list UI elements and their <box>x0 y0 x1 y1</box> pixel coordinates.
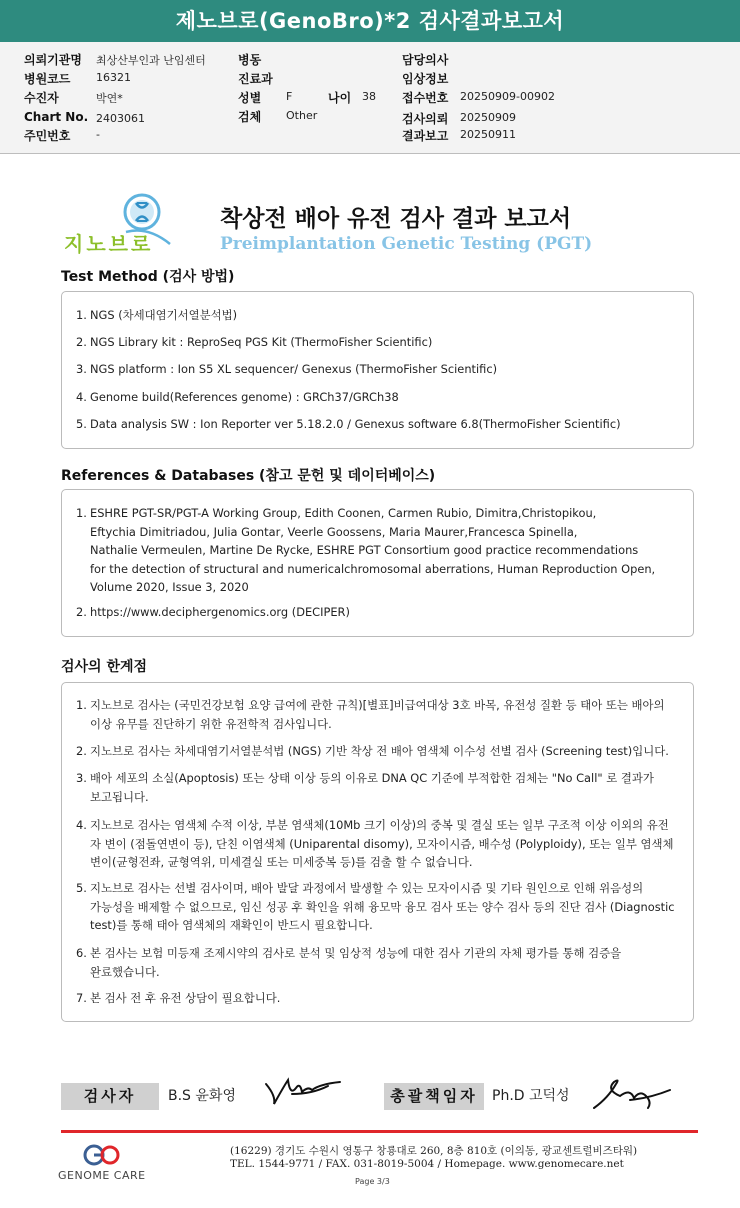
clinical-info-label: 임상정보 <box>402 72 449 86</box>
resident-number-label: 주민번호 <box>24 129 71 143</box>
sex-label: 성별 <box>238 91 262 105</box>
limitations-box <box>61 682 694 1022</box>
examiner-signature-icon <box>262 1074 344 1110</box>
department-label: 진료과 <box>238 72 273 86</box>
requesting-institution-value: 최상산부인과 난임센터 <box>96 54 206 67</box>
test-request-value: 20250909 <box>460 111 516 124</box>
list-item: 4. 지노브로 검사는 염색체 수적 이상, 부분 염색체(10Mb 크기 이상)의 중복 및 결실 또는 일부 구조적 이상 이외의 유전 자 변이 (점돌연변이 등), 단친 이염색체 (Uniparental disomy), 모자이시즘, 배수성 (Polyploidy), 또는 일부 염색체 변이(균형전좌, 균형역위, 미세결실 또는 미세중복 등)를 검출 할 수 없습니다. <box>76 818 674 869</box>
director-label: 총괄책임자 <box>384 1083 484 1110</box>
patient-name-value: 박연* <box>96 92 123 105</box>
age-value: 38 <box>362 90 376 103</box>
specimen-value: Other <box>286 109 318 122</box>
list-item: 1. 지노브로 검사는 (국민건강보험 요양 급여에 관한 규칙)[별표]비급여대상 3호 바목, 유전성 질환 등 태아 또는 배아의 이상 유무를 진단하기 위한 유전학적 검사입니다. <box>76 698 665 731</box>
examiner-name: B.S 윤화영 <box>168 1088 236 1104</box>
hospital-code-label: 병원코드 <box>24 72 71 86</box>
genome-care-icon <box>80 1143 124 1167</box>
resident-number-value: - <box>96 128 100 141</box>
director-name: Ph.D 고덕성 <box>492 1088 570 1104</box>
page-number: Page 3/3 <box>355 1177 390 1186</box>
sex-value: F <box>286 90 293 103</box>
report-title: 착상전 배아 유전 검사 결과 보고서 <box>220 206 572 232</box>
logo-text: 지노브로 <box>64 232 154 256</box>
list-item: 5. 지노브로 검사는 선별 검사이며, 배아 발달 과정에서 발생할 수 있는 모자이시즘 및 기타 원인으로 인해 위음성의 가능성을 배제할 수 없으므로, 임신 성공 후 확인을 위해 융모막 융모 검사 또는 양수 검사 등의 진단 검사 (Diagnostic test)를 통해 태아 염색체의 재확인이 반드시 필요합니다. <box>76 881 675 932</box>
list-item: 5. Data analysis SW : Ion Reporter ver 5.18.2.0 / Genexus software 6.8(ThermoFisher Scientific) <box>76 417 621 431</box>
list-item: 2. NGS Library kit : ReproSeq PGS Kit (ThermoFisher Scientific) <box>76 335 433 349</box>
references-title: References & Databases (참고 문헌 및 데이터베이스) <box>61 468 436 484</box>
list-item: 2. 지노브로 검사는 차세대염기서열분석법 (NGS) 기반 착상 전 배아 염색체 이수성 선별 검사 (Screening test)입니다. <box>76 744 669 758</box>
genobro-logo <box>62 192 182 262</box>
result-report-label: 결과보고 <box>402 129 449 143</box>
requesting-institution-label: 의뢰기관명 <box>24 53 82 67</box>
footer-address-block <box>230 1145 637 1171</box>
report-subtitle: Preimplantation Genetic Testing (PGT) <box>220 234 593 254</box>
list-item: 1. NGS (차세대염기서열분석법) <box>76 308 238 322</box>
list-item: 4. Genome build(References genome) : GRCh37/GRCh38 <box>76 390 399 404</box>
ward-label: 병동 <box>238 53 262 67</box>
patient-info-panel <box>0 42 740 154</box>
patient-name-label: 수진자 <box>24 91 59 105</box>
list-item: 6. 본 검사는 보험 미등재 조제시약의 검사로 분석 및 임상적 성능에 대한 검사 기관의 자체 평가를 통해 검증을 완료했습니다. <box>76 946 622 979</box>
receipt-number-value: 20250909-00902 <box>460 90 555 103</box>
footer-address: (16229) 경기도 수원시 영통구 창룡대로 260, 8층 810호 (이의동, 광교센트럴비즈타워) <box>230 1145 638 1157</box>
limitations-title: 검사의 한계점 <box>61 659 148 675</box>
test-request-label: 검사의뢰 <box>402 112 449 126</box>
references-box <box>61 489 694 637</box>
footer-contact: TEL. 1544-9771 / FAX. 031-8019-5004 / Homepage. www.genomecare.net <box>230 1158 624 1170</box>
list-item: 1. ESHRE PGT-SR/PGT-A Working Group, Edith Coonen, Carmen Rubio, Dimitra,Christopikou, Eftychia Dimitriadou, Julia Gontar, Veerle Goossens, Maria Maurer,Francesca Spinella, Nathalie Vermeulen, Martine De Rycke, ESHRE PGT Consortium good practice recommendations for the detection of structural and numericalchromosomal aberrations, Human Reproduction Open, Volume 2020, Issue 3, 2020 <box>76 506 656 594</box>
list-item: 3. NGS platform : Ion S5 XL sequencer/ Genexus (ThermoFisher Scientific) <box>76 362 498 376</box>
footer-divider <box>61 1130 698 1133</box>
chart-no-value: 2403061 <box>96 112 145 125</box>
report-header-title: 제노브로(GenoBro)*2 검사결과보고서 <box>0 0 740 42</box>
doctor-label: 담당의사 <box>402 53 449 67</box>
receipt-number-label: 접수번호 <box>402 91 449 105</box>
hospital-code-value: 16321 <box>96 71 131 84</box>
chart-no-label: Chart No. <box>24 110 89 124</box>
director-signature-icon <box>590 1074 674 1114</box>
list-item: 7. 본 검사 전 후 유전 상담이 필요합니다. <box>76 991 281 1005</box>
result-report-value: 20250911 <box>460 128 516 141</box>
examiner-label: 검사자 <box>61 1083 159 1110</box>
test-method-title: Test Method (검사 방법) <box>61 269 235 285</box>
list-item: 3. 배아 세포의 소실(Apoptosis) 또는 상태 이상 등의 이유로 DNA QC 기준에 부적합한 검체는 "No Call" 로 결과가 보고됩니다. <box>76 771 654 804</box>
list-item: 2. https://www.deciphergenomics.org (DECIPER) <box>76 605 350 619</box>
test-method-box <box>61 291 694 449</box>
specimen-label: 검체 <box>238 110 262 124</box>
genome-care-logo <box>58 1143 158 1183</box>
genome-care-logo-text: GENOME CARE <box>58 1169 146 1182</box>
age-label: 나이 <box>328 91 352 105</box>
